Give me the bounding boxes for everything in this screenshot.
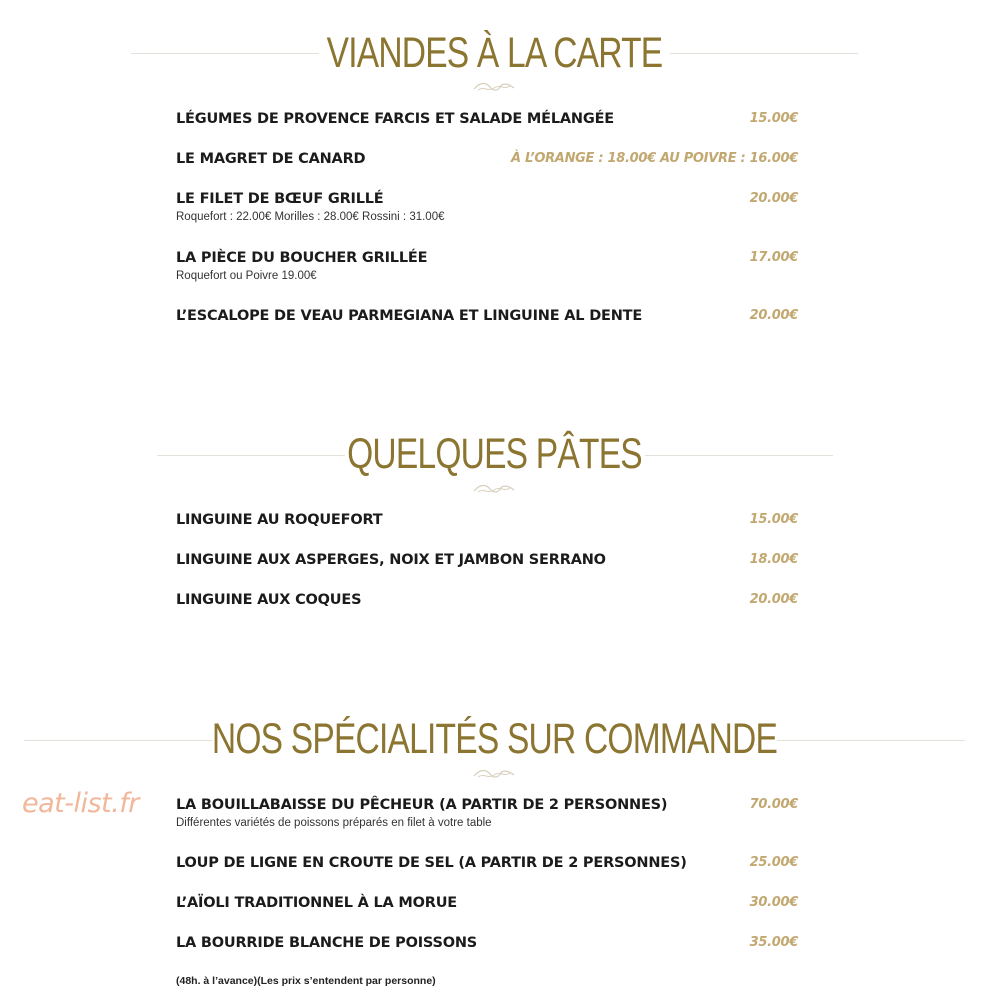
section-title: VIANDES À LA CARTE xyxy=(326,29,663,77)
item-name: LA BOURRIDE BLANCHE DE POISSONS xyxy=(176,935,478,951)
item-name: LE MAGRET DE CANARD xyxy=(176,151,366,167)
item-price: 70.00€ xyxy=(749,797,798,812)
item-price: 20.00€ xyxy=(749,308,798,323)
section-header-viandes xyxy=(0,22,989,92)
item-price: 17.00€ xyxy=(749,250,798,265)
item-price: 20.00€ xyxy=(749,592,798,607)
item-description: Différentes variétés de poissons préparés en filet à votre table xyxy=(176,817,492,829)
item-description: Roquefort : 22.00€ Morilles : 28.00€ Rossini : 31.00€ xyxy=(176,211,445,223)
footnote: (48h. à l’avance)(Les prix s’entendent par personne) xyxy=(176,975,436,987)
item-price: 15.00€ xyxy=(749,111,798,126)
item-price: 20.00€ xyxy=(749,191,798,206)
item-name: LINGUINE AU ROQUEFORT xyxy=(176,512,383,528)
item-name: LA BOUILLABAISSE DU PÊCHEUR (A PARTIR DE 2 PERSONNES) xyxy=(176,797,668,813)
item-price: À L’ORANGE : 18.00€ AU POIVRE : 16.00€ xyxy=(510,151,798,166)
item-price: 35.00€ xyxy=(749,935,798,950)
item-name: LINGUINE AUX ASPERGES, NOIX ET JAMBON SERRANO xyxy=(176,552,606,568)
flourish-ornament-icon xyxy=(472,482,516,496)
item-name: L’AÏOLI TRADITIONNEL À LA MORUE xyxy=(176,895,458,911)
flourish-ornament-icon xyxy=(472,767,516,781)
section-title: NOS SPÉCIALITÉS SUR COMMANDE xyxy=(211,715,778,763)
item-price: 30.00€ xyxy=(749,895,798,910)
flourish-ornament-icon xyxy=(472,80,516,94)
section-title: QUELQUES PÂTES xyxy=(347,430,642,478)
item-name: LA PIÈCE DU BOUCHER GRILLÉE xyxy=(176,250,428,266)
item-name: LOUP DE LIGNE EN CROUTE DE SEL (A PARTIR DE 2 PERSONNES) xyxy=(176,855,687,871)
item-price: 15.00€ xyxy=(749,512,798,527)
item-name: L’ESCALOPE DE VEAU PARMEGIANA ET LINGUINE AL DENTE xyxy=(176,308,643,324)
item-name: LINGUINE AUX COQUES xyxy=(176,592,362,608)
item-name: LE FILET DE BŒUF GRILLÉ xyxy=(176,191,384,207)
item-price: 25.00€ xyxy=(749,855,798,870)
watermark: eat-list.fr xyxy=(22,788,139,819)
item-description: Roquefort ou Poivre 19.00€ xyxy=(176,270,317,282)
section-header-specialites xyxy=(0,708,989,778)
item-price: 18.00€ xyxy=(749,552,798,567)
item-name: LÉGUMES DE PROVENCE FARCIS ET SALADE MÉLANGÉE xyxy=(176,111,614,127)
section-header-pates xyxy=(0,424,989,494)
